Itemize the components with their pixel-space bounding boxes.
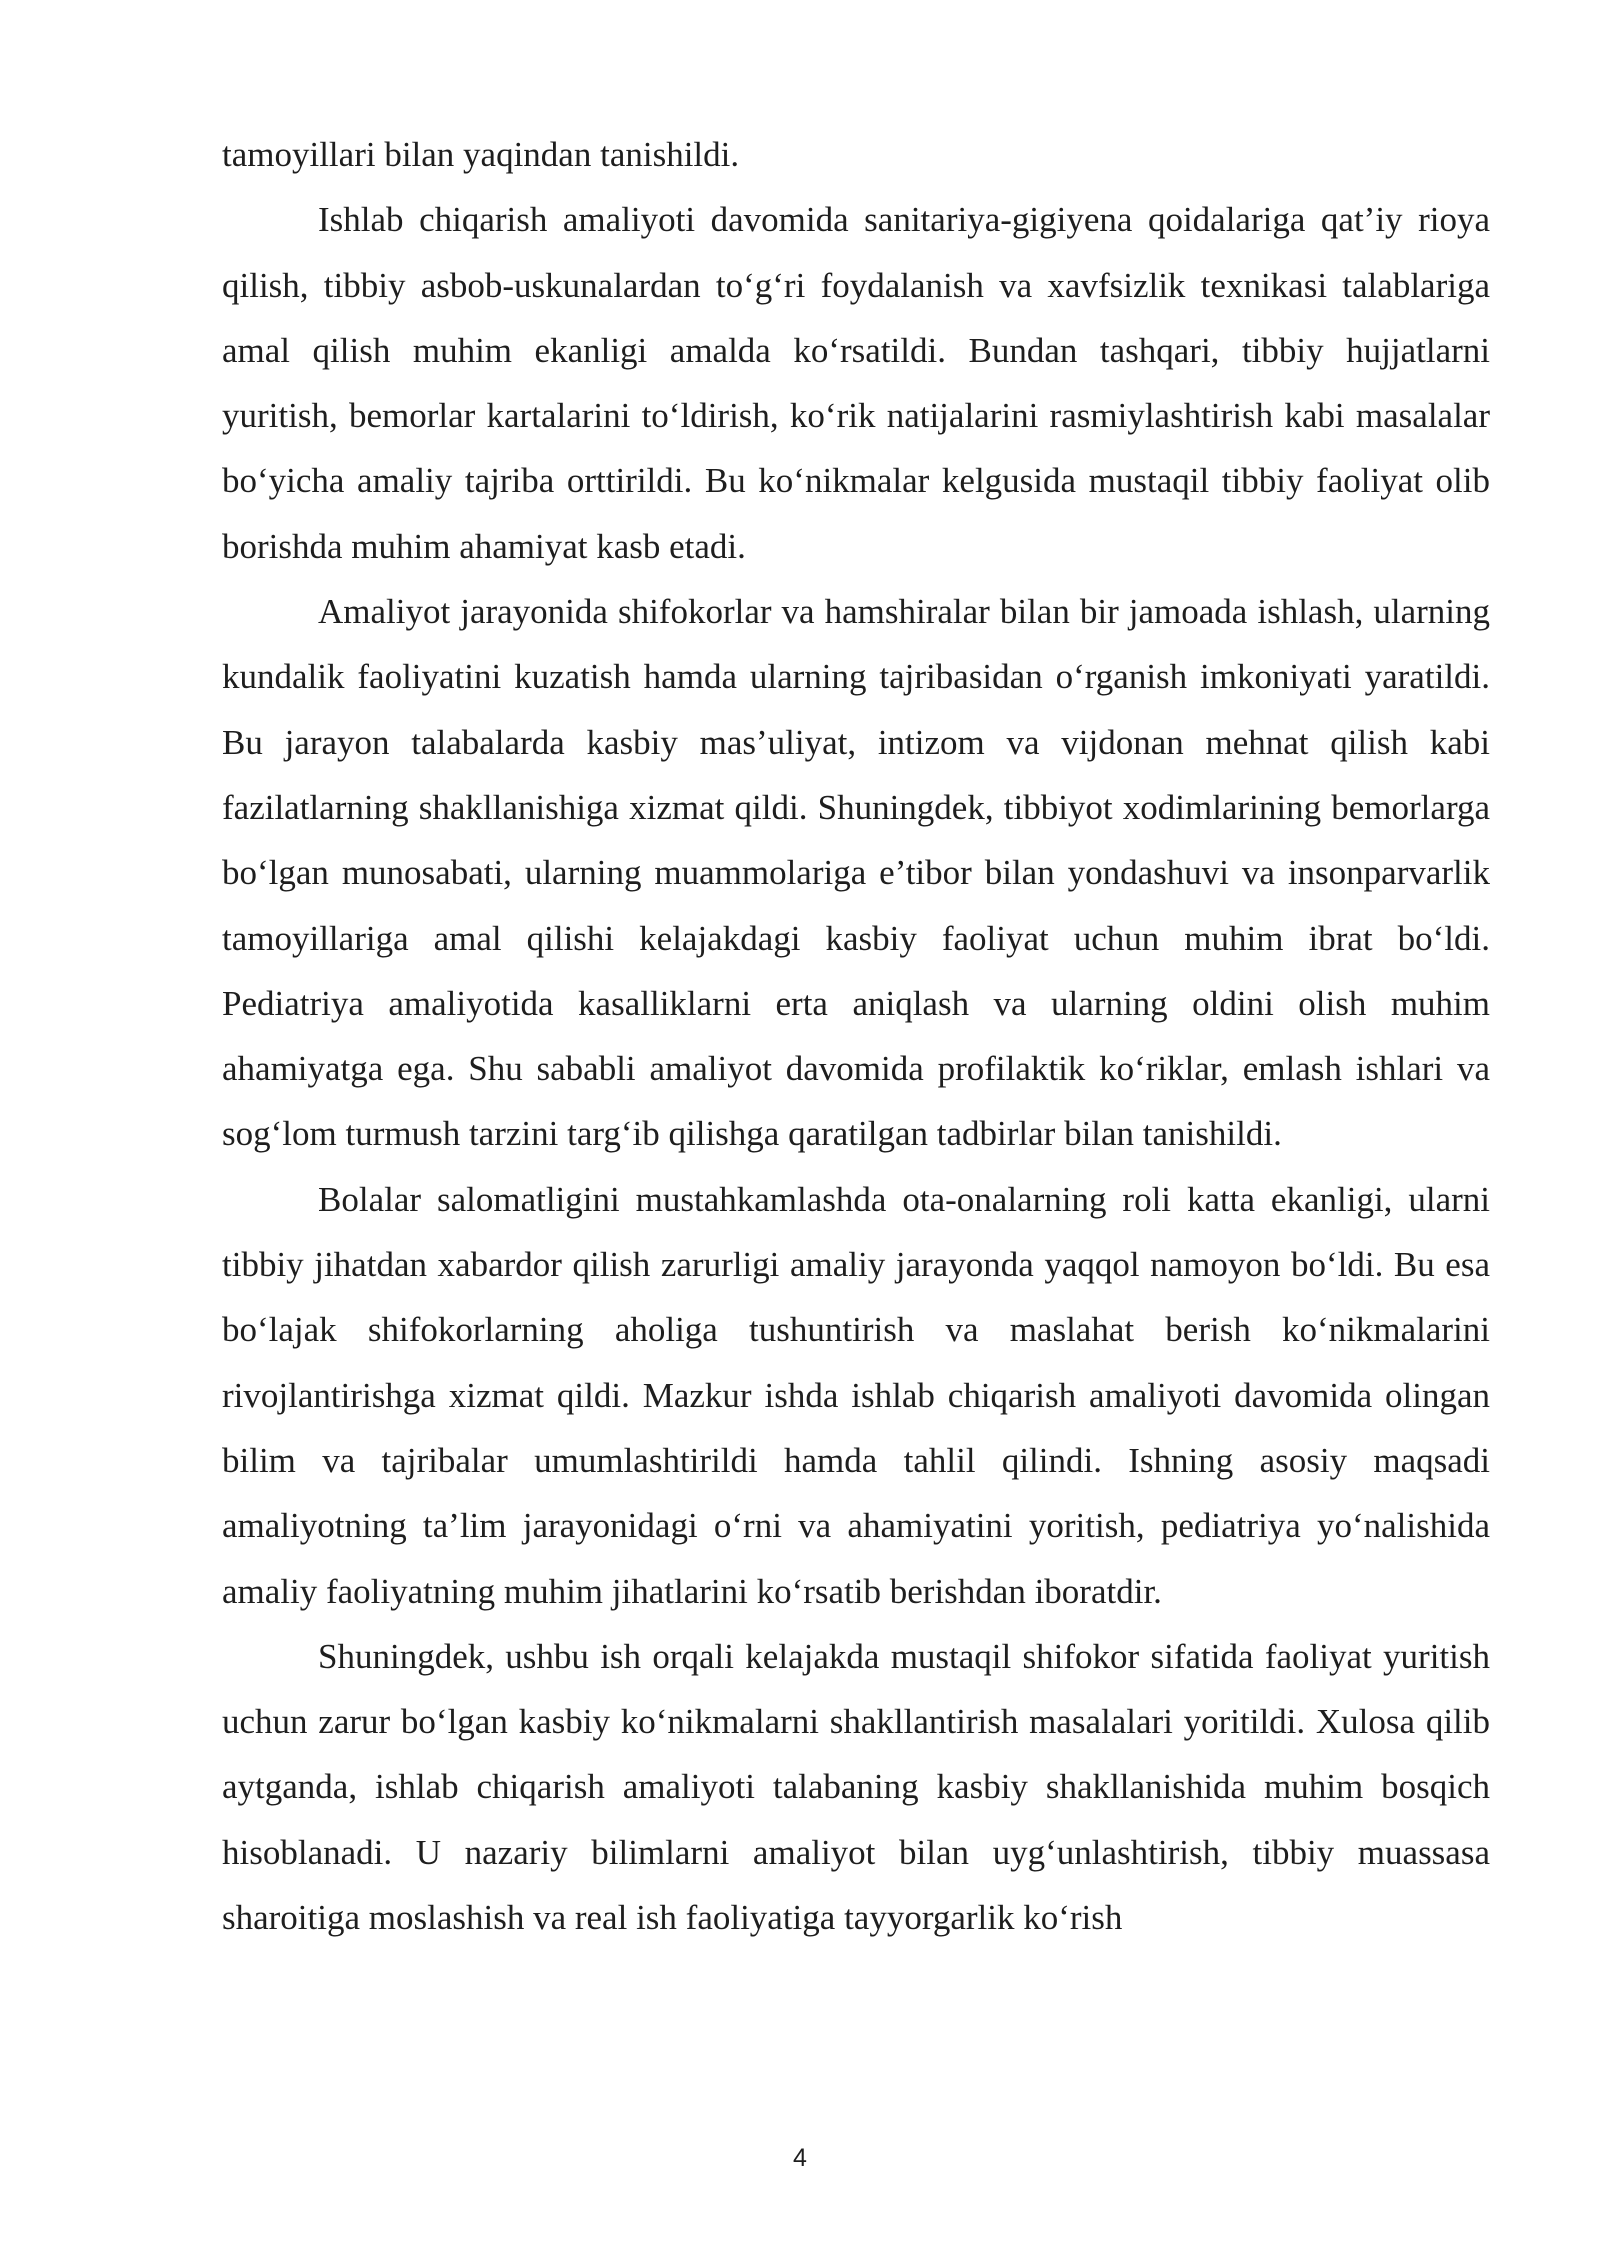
paragraph-teamwork: Amaliyot jarayonida shifokorlar va hamshiralar bilan bir jamoada ishlash, ularning kundalik faoliyatini kuzatish hamda ularning tajribasidan o‘rganish imkoniyati yaratildi. Bu jarayon talabalarda kasbiy mas’uliyat, intizom va vijdonan mehnat qilish kabi fazilatlarning shakllanishiga xizmat qildi. Shuningdek, tibbiyot xodimlarining bemorlarga bo‘lgan munosabati, ularning muammolariga e’tibor bilan yondashuvi va insonparvarlik tamoyillariga amal qilishi kelajakdagi kasbiy faoliyat uchun muhim ibrat bo‘ldi. Pediatriya amaliyotida kasalliklarni erta aniqlash va ularning oldini olish muhim ahamiyatga ega. Shu sababli amaliyot davomida profilaktik ko‘riklar, emlash ishlari va sog‘lom turmush tarzini targ‘ib qilishga qaratilgan tadbirlar bilan tanishildi. (222, 592, 1490, 1154)
body-text (222, 122, 1490, 1950)
paragraph-sanitation: Ishlab chiqarish amaliyoti davomida sanitariya-gigiyena qoidalariga qat’iy rioya qilish, tibbiy asbob-uskunalardan to‘g‘ri foydalanish va xavfsizlik texnikasi talablariga amal qilish muhim ekanligi amalda ko‘rsatildi. Bundan tashqari, tibbiy hujjatlarni yuritish, bemorlar kartalarini to‘ldirish, ko‘rik natijalarini rasmiylashtirish kabi masalalar bo‘yicha amaliy tajriba orttirildi. Bu ko‘nikmalar kelgusida mustaqil tibbiy faoliyat olib borishda muhim ahamiyat kasb etadi. (222, 200, 1490, 566)
page-number: 4 (793, 2144, 807, 2172)
paragraph-conclusion: Shuningdek, ushbu ish orqali kelajakda mustaqil shifokor sifatida faoliyat yuritish uchun zarur bo‘lgan kasbiy ko‘nikmalarni shakllantirish masalalari yoritildi. Xulosa qilib aytganda, ishlab chiqarish amaliyoti talabaning kasbiy shakllanishida muhim bosqich hisoblanadi. U nazariy bilimlarni amaliyot bilan uyg‘unlashtirish, tibbiy muassasa sharoitiga moslashish va real ish faoliyatiga tayyorgarlik ko‘rish (222, 1636, 1490, 1938)
paragraph-child-health: Bolalar salomatligini mustahkamlashda ota-onalarning roli katta ekanligi, ularni tibbiy jihatdan xabardor qilish zarurligi amaliy jarayonda yaqqol namoyon bo‘ldi. Bu esa bo‘lajak shifokorlarning aholiga tushuntirish va maslahat berish ko‘nikmalarini rivojlantirishga xizmat qildi. Mazkur ishda ishlab chiqarish amaliyoti davomida olingan bilim va tajribalar umumlashtirildi hamda tahlil qilindi. Ishning asosiy maqsadi amaliyotning ta’lim jarayonidagi o‘rni va ahamiyatini yoritish, pediatriya yo‘nalishida amaliy faoliyatning muhim jihatlarini ko‘rsatib berishdan iboratdir. (222, 1179, 1490, 1611)
paragraph-continuation: tamoyillari bilan yaqindan tanishildi. (222, 135, 740, 174)
